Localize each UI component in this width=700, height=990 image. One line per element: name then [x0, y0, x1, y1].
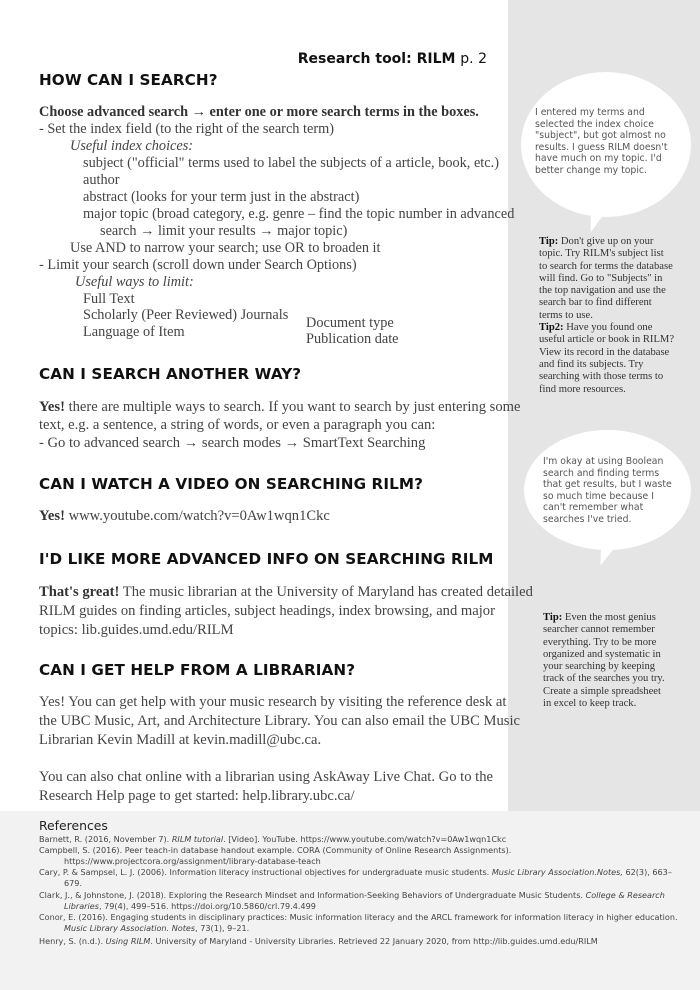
ref-italic: College & Research Libraries [64, 890, 665, 911]
tip-3-line: organized and systematic in [543, 648, 661, 660]
limit-publication-date: Publication date [306, 331, 399, 347]
ref-text: . [Video]. YouTube. https://www.youtube.com/watch?v=0Aw1wqn1Ckc [223, 834, 507, 844]
advanced-line-3: topics: lib.guides.umd.edu/RILM [39, 622, 234, 638]
another-line-2: text, e.g. a sentence, a string of words, or even a paragraph you can: [39, 417, 436, 433]
advanced-line-1 [39, 582, 533, 603]
tip-3-text: Even the most genius [562, 612, 656, 623]
search-limit-line: - Limit your search (scroll down under Search Options) [39, 257, 357, 273]
tip-3-line: your searching by keeping [543, 661, 656, 673]
video-url[interactable]: www.youtube.com/watch?v=0Aw1wqn1Ckc [64, 508, 330, 524]
tip-1-label: Tip: [539, 236, 559, 247]
bubble-2-line: that get results, but I waste [543, 479, 672, 490]
bubble-2-line: searches I've tried. [543, 513, 632, 525]
search-lead: Choose advanced search → enter one or more search terms in the boxes. [39, 104, 479, 120]
ref-italic: Using RILM [105, 936, 151, 946]
tip-3-line: in excel to keep track. [543, 698, 637, 710]
title-text: Research tool: RILM [297, 51, 456, 67]
ref-text: Clark, J., & Johnstone, J. (2018). Exploring the Research Mindset and Information-Seeking Behaviors of Undergraduate Music Students. [39, 890, 586, 900]
useful-index-label: Useful index choices: [70, 138, 194, 154]
index-abstract: abstract (looks for your term just in the abstract) [83, 189, 360, 205]
bubble-2-line: search and finding terms [543, 467, 660, 479]
librarian-p1-line-3: Librarian Kevin Madill at kevin.madill@ubc.ca. [39, 732, 322, 748]
tip-2-line: searching with those terms to [539, 371, 664, 383]
tip-1-line [539, 236, 674, 248]
tip-3-line: everything. Try to be more [543, 636, 657, 648]
tip-1-line: search bar to find different [539, 297, 652, 309]
tip-2-line: and find its subjects. Try [539, 358, 644, 370]
heading-another-way: CAN I SEARCH ANOTHER WAY? [39, 365, 302, 383]
bubble-1-line: better change my topic. [535, 164, 647, 176]
and-or-note: Use AND to narrow your search; use OR to broaden it [70, 240, 381, 256]
reference-item [39, 890, 684, 912]
bubble-2-line: so much time because I [543, 490, 654, 502]
tip-subject-list [539, 236, 674, 396]
tip-1-line: will find. Go to "Subjects" in [539, 272, 663, 284]
ref-text: 62(3), 663–679. [64, 867, 672, 888]
ref-italic: RILM tutorial [171, 834, 224, 844]
tip-3-line [543, 612, 665, 624]
librarian-p2-line-1: You can also chat online with a librarian using AskAway Live Chat. Go to the [39, 769, 493, 785]
reference-item [39, 912, 684, 934]
page-number: p. 2 [460, 51, 487, 67]
another-line-3: - Go to advanced search → search modes → SmartText Searching [39, 435, 426, 451]
tip-2-text: Have you found one [563, 322, 653, 334]
tip-keep-track [543, 612, 665, 710]
librarian-p1-line-1: Yes! You can get help with your music research by visiting the reference desk at [39, 694, 507, 710]
bubble-1-line: results. I guess RILM doesn't [535, 141, 668, 153]
ref-text: Barnett, R. (2016, November 7). [39, 834, 172, 844]
advanced-line-1-text: The music librarian at the University of Maryland has created detailed [119, 584, 533, 600]
ref-text: . University of Maryland - University Libraries. Retrieved 22 January 2020, from http://lib.guides.umd.edu/RILM [150, 936, 598, 946]
another-line-1-text: there are multiple ways to search. If you want to search by just entering some [64, 399, 521, 415]
speech-bubble-1-text [535, 107, 668, 176]
tip-3-label: Tip: [543, 612, 563, 623]
yes-emphasis: Yes! [39, 508, 65, 524]
reference-item [39, 845, 684, 867]
ref-italic: Music Library Association.Notes, [491, 867, 623, 877]
tip-3-line: searcher cannot remember [543, 624, 655, 636]
tip-3-line: Create a simple spreadsheet [543, 685, 661, 697]
tip-1-line: topic. Try RILM's subject list [539, 248, 664, 260]
limit-language: Language of Item [83, 324, 185, 340]
limit-full-text: Full Text [83, 291, 135, 307]
librarian-p2-line-2: Research Help page to get started: help.library.ubc.ca/ [39, 788, 355, 804]
tip-2-line: find more resources. [539, 383, 626, 395]
page-title [298, 51, 487, 67]
bubble-1-line: selected the index choice [535, 118, 654, 130]
yes-emphasis: Yes! [39, 399, 65, 415]
ref-italic: Music Library Association. Notes [64, 922, 196, 933]
tip-1-line: to search for terms the database [539, 260, 673, 272]
speech-bubble-2-text [543, 456, 672, 525]
ref-text: Cary, P. & Sampsel, L. J. (2006). Information literacy instructional objectives for undergraduate music students. [39, 867, 492, 877]
limit-scholarly: Scholarly (Peer Reviewed) Journals [83, 307, 289, 323]
tip-2-label: Tip2: [539, 322, 564, 334]
ref-text: Henry, S. (n.d.). [39, 936, 106, 946]
ref-text: , 79(4), 499–516. https://doi.org/10.5860/crl.79.4.499 [98, 900, 316, 911]
heading-advanced-info: I'D LIKE MORE ADVANCED INFO ON SEARCHING RILM [39, 550, 494, 568]
heading-video: CAN I WATCH A VIDEO ON SEARCHING RILM? [39, 475, 423, 493]
video-line [39, 506, 330, 527]
bubble-1-line: have much on my topic. I'd [535, 153, 662, 164]
bubble-1-line: I entered my terms and [535, 107, 645, 118]
tip-3-line: track of the searches you try. [543, 673, 665, 685]
reference-item [39, 936, 684, 947]
advanced-line-2: RILM guides on finding articles, subject headings, index browsing, and major [39, 603, 495, 619]
tip-1-line: the top navigation and use the [539, 285, 666, 297]
reference-item [39, 867, 684, 889]
great-emphasis: That's great! [39, 584, 120, 600]
index-subject: subject ("official" terms used to label the subjects of a article, book, etc.) [83, 155, 499, 171]
bubble-1-line: "subject", but got almost no [535, 130, 666, 141]
index-major-topic-cont: search → limit your results → major topic) [100, 223, 348, 239]
reference-item [39, 834, 684, 845]
references-heading: References [39, 818, 108, 833]
bubble-2-line: can't remember what [543, 502, 644, 513]
index-major-topic: major topic (broad category, e.g. genre – find the topic number in advanced [83, 206, 515, 222]
ref-text: Conor, E. (2016). Engaging students in disciplinary practices: Music information literacy and the ARCL framework for information literacy in higher education. [39, 912, 678, 922]
index-author: author [83, 172, 120, 188]
useful-limit-label: Useful ways to limit: [75, 274, 194, 290]
ref-text: Campbell, S. (2016). Peer teach-in database handout example. CORA (Community of Online Research Assignments). https://www.projectcora.org/assignment/library-database-teach [39, 845, 512, 866]
heading-librarian: CAN I GET HELP FROM A LIBRARIAN? [39, 661, 356, 679]
bubble-2-line: I'm okay at using Boolean [543, 456, 664, 467]
tip-2-line [539, 322, 674, 334]
ref-text: , 73(1), 9–21. [195, 922, 250, 933]
limit-document-type: Document type [306, 315, 394, 331]
tip-1-text: Don't give up on your [558, 236, 654, 247]
tip-2-line: View its record in the database [539, 346, 670, 358]
heading-how-can-i-search: HOW CAN I SEARCH? [39, 71, 218, 89]
search-index-line: - Set the index field (to the right of the search term) [39, 121, 334, 137]
tip-1-line: terms to use. [539, 309, 593, 321]
tip-2-line: useful article or book in RILM? [539, 334, 675, 346]
librarian-p1-line-2: the UBC Music, Art, and Architecture Library. You can also email the UBC Music [39, 713, 520, 729]
